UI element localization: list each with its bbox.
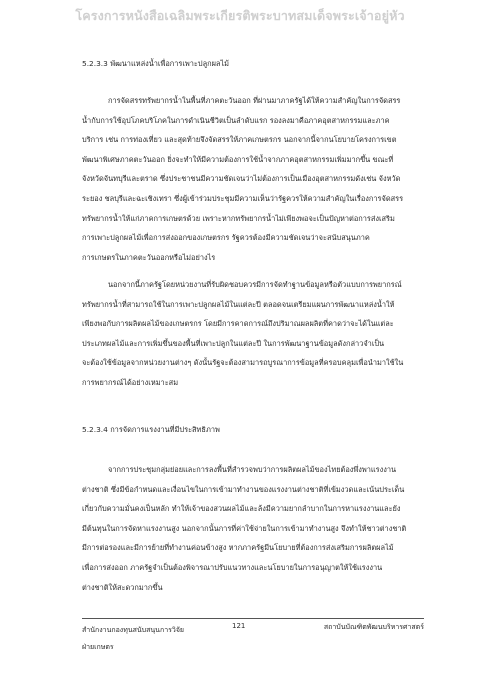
text-line: เพื่อการส่งออก ภาครัฐจำเป็นต้องพิจารณาปรับแนวทางและนโยบายในการอนุญาตให้ใช้แรงงาน — [82, 562, 383, 572]
text-line: ต่างชาติ ซึ่งมีข้อกำหนดและเงื่อนไขในการเข้ามาทำงานของแรงงานต่างชาติที่เข้มงวดและเน้นประเด็น — [82, 484, 405, 494]
footer-right: สถาบันบัณฑิตพัฒนบริหารศาสตร์ — [323, 623, 424, 631]
text-line: การพยากรณ์ได้อย่างเหมาะสม — [82, 377, 179, 387]
footer-left — [82, 622, 184, 656]
paragraph — [82, 275, 424, 393]
page-number: 121 — [232, 622, 246, 630]
text-line: มีต้นทุนในการจัดหาแรงงานสูง นอกจากนั้นการที่ค่าใช้จ่ายในการเข้ามาทำงานสูง จึงทำให้ชาวต่างชาติ — [82, 523, 407, 533]
paragraph — [82, 91, 424, 267]
text-line: การจัดสรรทรัพยากรน้ำในพื้นที่ภาคตะวันออก ที่ผ่านมาภาครัฐได้ให้ความสำคัญในการจัดสรร — [108, 96, 401, 105]
text-line: จากการประชุมกลุ่มย่อยและการลงพื้นที่สำรวจพบว่าการผลิตผลไม้ของไทยต้องพึ่งพาแรงงาน — [108, 465, 397, 474]
text-line: น้ำกับการใช้อุปโภคบริโภคในการดำเนินชีวิตเป็นลำดับแรก รองลงมาคือภาคอุตสาหกรรมและภาค — [82, 115, 390, 125]
text-line: การเกษตรในภาคตะวันออกหรือไม่อย่างไร — [82, 252, 216, 262]
text-line: ทรัพยากรน้ำให้แก่ภาคการเกษตรด้วย เพราะหากทรัพยากรน้ำไม่เพียงพอจะเป็นปัญหาต่อการส่งเสริม — [82, 213, 395, 223]
text-line: การเพาะปลูกผลไม้เพื่อการส่งออกของเกษตรกร รัฐควรต้องมีความชัดเจนว่าจะสนับสนุนภาค — [82, 233, 370, 243]
text-line: ประเภทผลไม้และการเพิ่มขึ้นของพื้นที่เพาะปลูกในแต่ละปี ในการพัฒนาฐานข้อมูลดังกล่าวจำเป็น — [82, 338, 385, 348]
text-line: ต่างชาติให้สะดวกมากขึ้น — [82, 582, 163, 592]
text-line: มีการต่อรองและมีการย้ายที่ทำงานค่อนข้างสูง หากภาครัฐมีนโยบายที่ต้องการส่งเสริมการผลิตผลไม้ — [82, 543, 394, 553]
text-line: จะต้องใช้ข้อมูลจากหน่วยงานต่างๆ ดังนั้นรัฐจะต้องสามารถบูรณาการข้อมูลที่ครอบคลุมเพื่อนำมาใช้ใน — [82, 358, 404, 368]
footer-org-line1: สำนักงานกองทุนสนับสนุนการวิจัย — [82, 626, 185, 634]
footer-divider — [82, 618, 424, 619]
text-line: ระยอง ชลบุรีและฉะเชิงเทรา ซึ่งผู้เข้าร่วมประชุมมีความเห็นว่ารัฐควรให้ความสำคัญในเรื่องการจัดสรร — [82, 193, 404, 203]
text-line: เพียงพอกับการผลิตผลไม้ของเกษตรกร โดยมีการคาดการณ์ถึงปริมาณผลผลิตที่คาดว่าจะได้ในแต่ละ — [82, 319, 394, 329]
text-line: นอกจากนี้ภาครัฐโดยหน่วยงานที่รับผิดชอบควรมีการจัดทำฐานข้อมูลหรือตัวแบบการพยากรณ์ — [108, 280, 402, 289]
paragraph — [82, 460, 424, 597]
text-line: จังหวัดจันทบุรีและตราด ซึ่งประชาชนมีความชัดเจนว่าไม่ต้องการเป็นเมืองอุตสาหกรรมดังเช่น จังหวัด — [82, 174, 401, 184]
text-line: บริการ เช่น การท่องเที่ยว และสุดท้ายจึงจัดสรรให้ภาคเกษตรกร นอกจากนี้จากนโยบายโครงการเขต — [82, 135, 397, 145]
header-watermark: โครงการหนังสือเฉลิมพระเกียรติพระบาทสมเด็จพระเจ้าอยู่หัว — [75, 8, 405, 23]
text-line: ทรัพยากรน้ำที่สามารถใช้ในการเพาะปลูกผลไม้ในแต่ละปี ตลอดจนเตรียมแผนการพัฒนาแหล่งน้ำให้ — [82, 299, 395, 309]
section-heading: 5.2.3.3 พัฒนาแหล่งน้ำเพื่อการเพาะปลูกผลไม้ — [82, 59, 230, 68]
footer-org-line2: ฝ่ายเกษตร — [82, 643, 114, 651]
section-heading: 5.2.3.4 การจัดการแรงงานที่มีประสิทธิภาพ — [82, 425, 220, 434]
text-line: พัฒนาพิเศษภาคตะวันออก ยิ่งจะทำให้มีความต้องการใช้น้ำจากภาคอุตสาหกรรมเพิ่มมากขึ้น ขณะที่ — [82, 154, 394, 164]
text-line: เกี่ยวกับความมั่นคงเป็นหลัก ทำให้เจ้าของสวนผลไม้และล้งมีความยากลำบากในการหาแรงงานและยัง — [82, 504, 401, 514]
